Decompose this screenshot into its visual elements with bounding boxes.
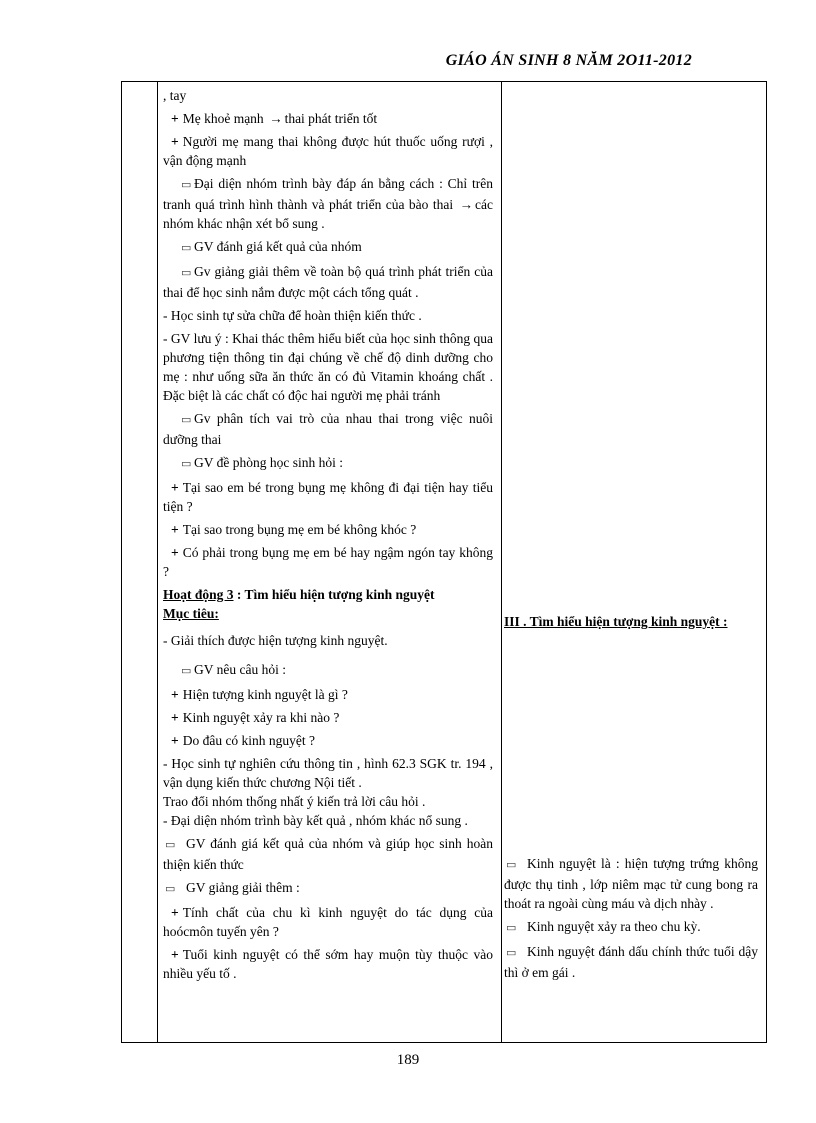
bullet-item: + Tuổi kinh nguyệt có thể sớm hay muộn tùy thuộc vào nhiều yếu tố . bbox=[163, 947, 493, 981]
plus-icon: + bbox=[171, 545, 179, 560]
text-line: Trao đổi nhóm thống nhất ý kiến trả lời câu hỏi . bbox=[163, 794, 426, 809]
plus-icon: + bbox=[171, 111, 179, 126]
dash-icon: ▭ bbox=[181, 414, 192, 426]
bullet-item: + Tại sao trong bụng mẹ em bé không khóc ? bbox=[171, 522, 417, 537]
bullet-item: + Hiện tượng kinh nguyệt là gì ? bbox=[171, 687, 348, 702]
column-divider-1 bbox=[157, 82, 158, 1042]
text-line: - Giải thích được hiện tượng kinh nguyệt. bbox=[163, 633, 388, 648]
dash-icon: ▭ bbox=[506, 859, 517, 871]
dash-item: ▭ GV đánh giá kết quả của nhóm bbox=[163, 237, 493, 258]
plus-icon: + bbox=[171, 733, 179, 748]
section-heading: III . Tìm hiểu hiện tượng kinh nguyệt : bbox=[504, 614, 728, 629]
activity-heading: Hoạt động 3 : Tìm hiểu hiện tượng kinh nguyệt bbox=[163, 587, 435, 602]
dash-item: ▭ Kinh nguyệt đánh dấu chính thức tuổi dậy thì ở em gái . bbox=[504, 944, 758, 980]
text-paragraph: - GV lưu ý : Khai thác thêm hiểu biết của học sinh thông qua phương tiện thông tin đại chúng về chế độ dinh dưỡng cho mẹ : như uống sữa ăn thức ăn có đủ Vitamin khoáng chất . Đặc biệt là các chất có độc hai người mẹ phải tránh bbox=[163, 331, 493, 403]
column-spacer bbox=[504, 86, 758, 612]
bullet-item: + Tại sao em bé trong bụng mẹ không đi đại tiện hay tiểu tiện ? bbox=[163, 480, 493, 514]
bullet-item: + Có phải trong bụng mẹ em bé hay ngậm ngón tay không ? bbox=[163, 545, 493, 579]
dash-icon: ▭ bbox=[165, 883, 176, 895]
plus-icon: + bbox=[171, 134, 179, 149]
dash-item: ▭ Gv giảng giải thêm về toàn bộ quá trình phát triển của thai để học sinh nắm được một cách tổng quát . bbox=[163, 264, 493, 300]
bullet-item: + Tính chất của chu kì kinh nguyệt do tác dụng của hoócmôn tuyến yên ? bbox=[163, 905, 493, 939]
dash-item: ▭ GV đánh giá kết quả của nhóm và giúp học sinh hoàn thiện kiến thức bbox=[163, 836, 493, 872]
bullet-item: + Người mẹ mang thai không được hút thuốc uống rượi , vận động mạnh bbox=[163, 134, 493, 168]
arrow-right-icon: → bbox=[269, 111, 283, 126]
objective-heading: Mục tiêu: bbox=[163, 606, 219, 621]
dash-item: ▭ GV giảng giải thêm : bbox=[163, 878, 493, 899]
plus-icon: + bbox=[171, 480, 179, 495]
plus-icon: + bbox=[171, 687, 179, 702]
content-column bbox=[504, 86, 758, 1036]
plus-icon: + bbox=[171, 947, 179, 962]
dash-item: ▭ GV đề phòng học sinh hỏi : bbox=[163, 453, 493, 474]
text-line: - Học sinh tự sửa chữa để hoàn thiện kiến thức . bbox=[163, 308, 422, 323]
arrow-right-icon: → bbox=[459, 197, 474, 212]
text-line: , tay bbox=[163, 88, 187, 103]
dash-icon: ▭ bbox=[181, 242, 192, 254]
column-spacer bbox=[504, 632, 758, 854]
dash-icon: ▭ bbox=[506, 947, 517, 959]
column-divider-2 bbox=[501, 82, 502, 1042]
dash-icon: ▭ bbox=[165, 839, 176, 851]
dash-item: ▭ Đại diện nhóm trình bày đáp án bằng cách : Chỉ trên tranh quá trình hình thành và phát triển của bào thai → các nhóm khác nhận xét bổ sung . bbox=[163, 176, 493, 231]
page-number: 189 bbox=[396, 1052, 420, 1068]
bullet-item: + Mẹ khoẻ mạnh → thai phát triển tốt bbox=[171, 111, 378, 126]
plus-icon: + bbox=[171, 905, 179, 920]
activities-column bbox=[163, 86, 493, 987]
dash-item: ▭ Kinh nguyệt xảy ra theo chu kỳ. bbox=[504, 917, 758, 938]
dash-icon: ▭ bbox=[181, 458, 192, 470]
bullet-item: + Do đâu có kinh nguyệt ? bbox=[171, 733, 316, 748]
plus-icon: + bbox=[171, 522, 179, 537]
dash-item: ▭ GV nêu câu hỏi : bbox=[163, 660, 493, 681]
page-header: GIÁO ÁN SINH 8 NĂM 2O11-2012 bbox=[445, 52, 692, 69]
dash-icon: ▭ bbox=[181, 267, 192, 279]
dash-item: ▭ Kinh nguyệt là : hiện tượng trứng không được thụ tinh , lớp niêm mạc tử cung bong ra thoát ra ngoài cùng máu và dịch nhày . bbox=[504, 856, 758, 911]
dash-icon: ▭ bbox=[181, 665, 192, 677]
text-paragraph: - Học sinh tự nghiên cứu thông tin , hình 62.3 SGK tr. 194 , vận dụng kiến thức chương Nội tiết . bbox=[163, 756, 493, 790]
dash-icon: ▭ bbox=[181, 179, 192, 191]
text-paragraph: - Đại diện nhóm trình bày kết quả , nhóm khác nổ sung . bbox=[163, 813, 468, 828]
plus-icon: + bbox=[171, 710, 179, 725]
dash-icon: ▭ bbox=[506, 922, 517, 934]
bullet-item: + Kinh nguyệt xảy ra khi nào ? bbox=[171, 710, 340, 725]
dash-item: ▭ Gv phân tích vai trò của nhau thai trong việc nuôi dưỡng thai bbox=[163, 411, 493, 447]
